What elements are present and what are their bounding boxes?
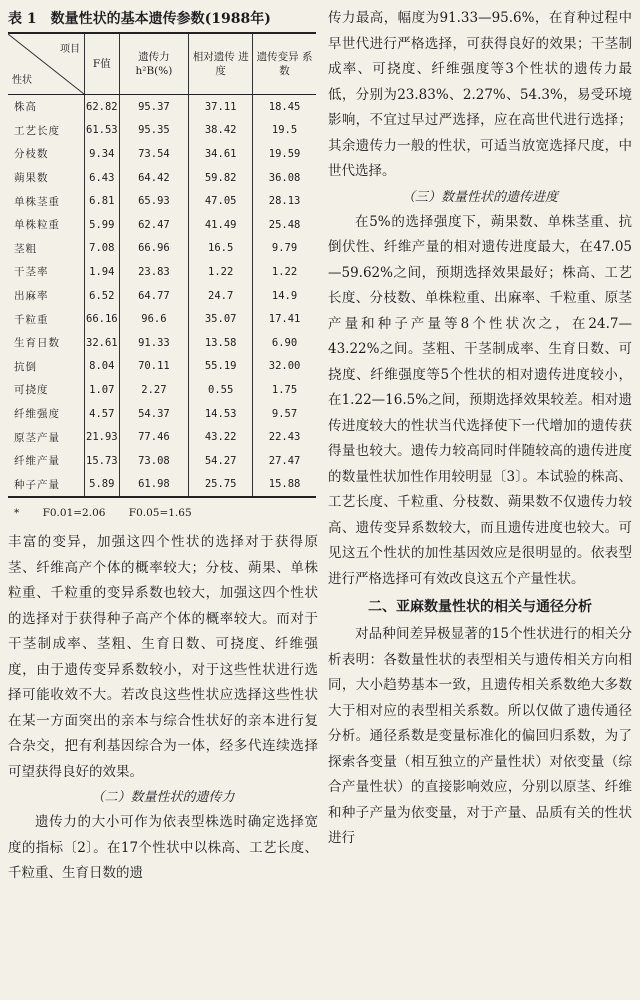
trait-label: 干茎率 <box>14 266 49 279</box>
column-header: F值 <box>85 33 120 95</box>
table-cell: 9.79 <box>253 237 316 261</box>
table-cell: 9.34 <box>85 142 120 166</box>
table-title-text: 数量性状的基本遗传参数 <box>50 11 205 27</box>
table-row <box>8 473 316 498</box>
table-cell: 1.94 <box>85 260 120 284</box>
table-cell: 66.16 <box>85 307 120 331</box>
table-cell: 19.5 <box>253 119 316 143</box>
corner-top-label: 项目 <box>60 44 80 55</box>
column-header: 遗传变异 系数 <box>253 33 316 95</box>
trait-label: 生育日数 <box>14 337 60 350</box>
table-cell: 15.73 <box>85 449 120 473</box>
table-cell: 36.08 <box>253 166 316 190</box>
table-cell: 38.42 <box>189 119 253 143</box>
trait-label: 千粒重 <box>14 313 49 326</box>
subsection-heading: （三）数量性状的遗传进度 <box>401 189 558 205</box>
table-row <box>8 449 316 473</box>
table-cell: 22.43 <box>253 425 316 449</box>
table-footnote <box>14 502 318 524</box>
table-row <box>8 307 316 331</box>
body-paragraph: 在5%的选择强度下，蒴果数、单株茎重、抗倒伏性、纤维产量的相对遗传进度最大，在47.05—59.62%之间，预期选择效果最好；株高、工艺长度、分枝数、单株粒重、出麻率、千粒重、原茎产量和种子产量等8个性状次之，在24.7—43.22%之间。茎粗、干茎制成率、生育日数、可挠度、纤维强度等5个性状的相对遗传进度较小，在1.22—16.5%之间，预期选择效果较差。相对遗传进度较大的性状当代选择使下一代增加的遗传获得量也较大。遗传力较高同时伴随较高的遗传进度的数量性状加性作用较明显〔3〕。本试验的株高、工艺长度、千粒重、分枝数、蒴果数不仅遗传力较高、遗传变异系数较大，而且遗传进度也较大。可见这五个性状的加性基因效应是很明显的。依表型进行严格选择可有效改良这五个产量性状。 <box>328 213 632 587</box>
table-cell: 17.41 <box>253 307 316 331</box>
table-cell: 61.53 <box>85 119 120 143</box>
table-cell: 65.93 <box>119 189 189 213</box>
table-cell: 32.00 <box>253 355 316 379</box>
table-cell: 54.37 <box>119 402 189 426</box>
body-paragraph: 遗传力的大小可作为依表型株选时确定选择宽度的指标〔2〕。在17个性状中以株高、工艺长度、千粒重、生育日数的遗 <box>8 814 318 882</box>
table-cell: 59.82 <box>189 166 253 190</box>
trait-label: 纤维产量 <box>14 455 60 468</box>
table-cell: 18.45 <box>253 95 316 119</box>
table-cell: 66.96 <box>119 237 189 261</box>
table-cell: 41.49 <box>189 213 253 237</box>
column-header: 遗传力 h²B(%) <box>119 33 189 95</box>
table-cell: 73.08 <box>119 449 189 473</box>
table-cell: 70.11 <box>119 355 189 379</box>
table-cell: 54.27 <box>189 449 253 473</box>
trait-label: 分枝数 <box>14 148 49 161</box>
table-cell: 4.57 <box>85 402 120 426</box>
trait-label: 原茎产量 <box>14 431 60 444</box>
trait-label: 纤维强度 <box>14 408 60 421</box>
table-cell: 1.75 <box>253 378 316 402</box>
table-row <box>8 237 316 261</box>
table-cell: 13.58 <box>189 331 253 355</box>
table-cell: 1.22 <box>253 260 316 284</box>
table-cell: 34.61 <box>189 142 253 166</box>
table-cell: 43.22 <box>189 425 253 449</box>
table-cell: 77.46 <box>119 425 189 449</box>
table-row <box>8 355 316 379</box>
table-cell: 5.89 <box>85 473 120 498</box>
table-cell: 64.77 <box>119 284 189 308</box>
table-row <box>8 284 316 308</box>
table-cell: 6.90 <box>253 331 316 355</box>
table-title-label: 表 1 <box>8 11 37 27</box>
table-row <box>8 260 316 284</box>
left-column <box>8 6 318 887</box>
body-paragraph: 对品种间差异极显著的15个性状进行的相关分析表明：各数量性状的表型相关与遗传相关方向相同，大小趋势基本一致，且遗传相关系数绝大多数大于相对应的表型相关系数。所以仅做了遗传通径分析。通径系数是变量标准化的偏回归系数，为了探索各变量（相互独立的产量性状）对依变量（综合产量性状）的直接影响效应，分别以原茎、纤维和种子产量为依变量，对于产量、品质有关的性状进行 <box>328 626 632 846</box>
table-row <box>8 213 316 237</box>
table-cell: 1.22 <box>189 260 253 284</box>
table-cell: 8.04 <box>85 355 120 379</box>
table-title <box>8 6 318 32</box>
corner-bottom-label: 性状 <box>12 75 32 86</box>
table-corner-cell <box>8 33 85 95</box>
right-column <box>328 6 632 852</box>
table-cell: 1.07 <box>85 378 120 402</box>
table-row <box>8 402 316 426</box>
table-cell: 6.52 <box>85 284 120 308</box>
table-row <box>8 331 316 355</box>
table-cell: 5.99 <box>85 213 120 237</box>
footnote-f005: F0.05=1.65 <box>128 507 192 520</box>
trait-label: 单株茎重 <box>14 195 60 208</box>
table-cell: 6.81 <box>85 189 120 213</box>
trait-label: 可挠度 <box>14 384 49 397</box>
table-cell: 0.55 <box>189 378 253 402</box>
table-cell: 6.43 <box>85 166 120 190</box>
table-cell: 28.13 <box>253 189 316 213</box>
table-cell: 25.48 <box>253 213 316 237</box>
table-header-row <box>8 33 316 95</box>
table-cell: 62.47 <box>119 213 189 237</box>
table-row <box>8 142 316 166</box>
table-cell: 19.59 <box>253 142 316 166</box>
table-row <box>8 189 316 213</box>
table-cell: 21.93 <box>85 425 120 449</box>
table-cell: 27.47 <box>253 449 316 473</box>
table-row <box>8 166 316 190</box>
table-row <box>8 95 316 119</box>
trait-label: 茎粗 <box>14 242 37 255</box>
table-cell: 35.07 <box>189 307 253 331</box>
table-cell: 37.11 <box>189 95 253 119</box>
table-cell: 15.88 <box>253 473 316 498</box>
column-header: 相对遗传 进度 <box>189 33 253 95</box>
trait-label: 株高 <box>14 101 37 114</box>
table-cell: 25.75 <box>189 473 253 498</box>
table-cell: 14.9 <box>253 284 316 308</box>
table-cell: 16.5 <box>189 237 253 261</box>
table-cell: 55.19 <box>189 355 253 379</box>
table-row <box>8 119 316 143</box>
trait-label: 工艺长度 <box>14 124 60 137</box>
table-title-year: (1988年) <box>204 11 271 27</box>
table-row <box>8 378 316 402</box>
table-cell: 95.35 <box>119 119 189 143</box>
table-cell: 95.37 <box>119 95 189 119</box>
table-cell: 91.33 <box>119 331 189 355</box>
genetic-parameters-table <box>8 32 316 498</box>
table-cell: 2.27 <box>119 378 189 402</box>
table-cell: 47.05 <box>189 189 253 213</box>
section-heading: 二、亚麻数量性状的相关与通径分析 <box>368 599 592 615</box>
table-cell: 23.83 <box>119 260 189 284</box>
table-cell: 7.08 <box>85 237 120 261</box>
body-paragraph: 丰富的变异，加强这四个性状的选择对于获得原茎、纤维高产个体的概率较大；分枝、蒴果、单株粒重、千粒重的变异系数也较大，加强这四个性状的选择对于获得种子高产个体的概率较大。而对于干茎制成率、茎粗、生育日数、可挠度、纤维强度，由于遗传变异系数较小，对于这些性状进行选择可能收效不大。若改良这些性状应选择这些性状在某一方面突出的亲本与综合性状好的亲本进行复合杂交，把有利基因综合为一体，经多代连续选择可望获得良好的效果。 <box>8 534 318 780</box>
table-cell: 14.53 <box>189 402 253 426</box>
table-cell: 96.6 <box>119 307 189 331</box>
table-row <box>8 425 316 449</box>
table-cell: 24.7 <box>189 284 253 308</box>
table-cell: 32.61 <box>85 331 120 355</box>
trait-label: 单株粒重 <box>14 219 60 232</box>
table-cell: 64.42 <box>119 166 189 190</box>
table-cell: 62.82 <box>85 95 120 119</box>
trait-label: 蒴果数 <box>14 172 49 185</box>
table-cell: 73.54 <box>119 142 189 166</box>
table-cell: 61.98 <box>119 473 189 498</box>
trait-label: 种子产量 <box>8 473 85 498</box>
footnote-f001: * F0.01=2.06 <box>14 507 106 520</box>
table-cell: 9.57 <box>253 402 316 426</box>
trait-label: 抗倒 <box>14 360 37 373</box>
subsection-heading: （二）数量性状的遗传力 <box>91 790 235 806</box>
body-paragraph: 传力最高，幅度为91.33—95.6%，在育种过程中早世代进行严格选择，可获得良好的效果；干茎制成率、可挠度、纤维强度等3个性状的遗传力最低，分别为23.83%、2.27%、54.3%，易受环境影响，不宜过早过严选择，应在高世代进行选择；其余遗传力一般的性状，可适当放宽选择尺度，中世代选择。 <box>328 10 632 179</box>
trait-label: 出麻率 <box>14 290 49 303</box>
